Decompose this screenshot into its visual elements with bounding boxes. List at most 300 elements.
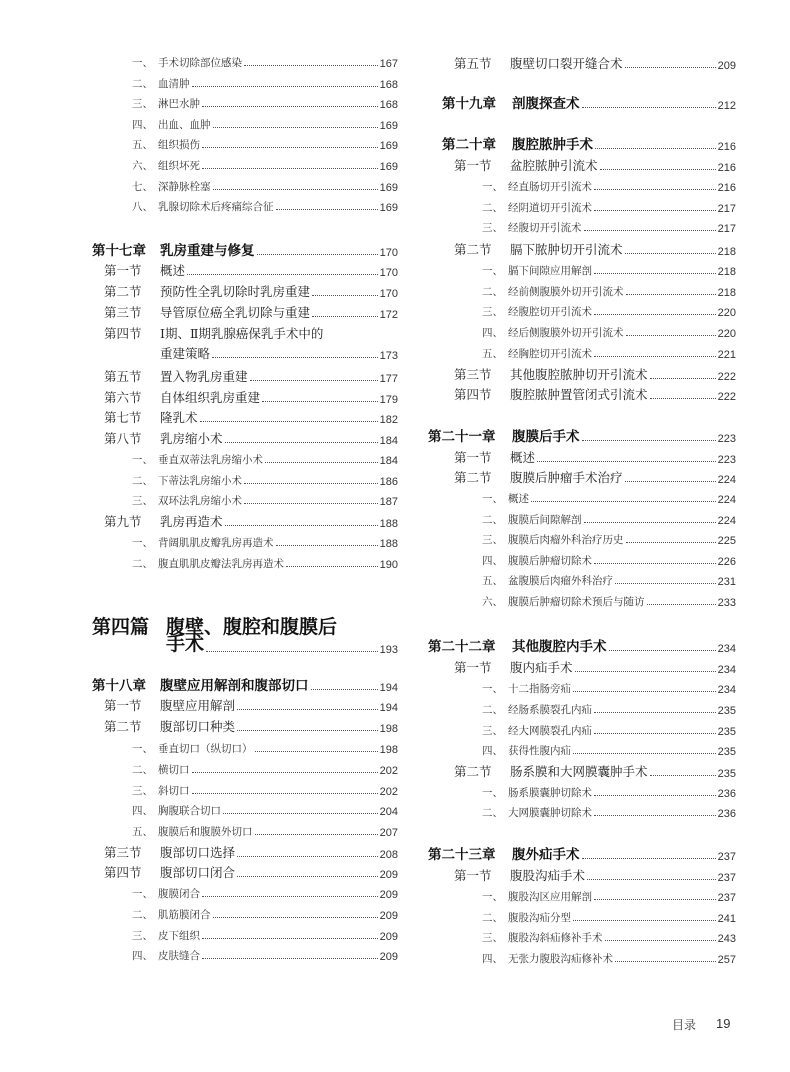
- entry-title: 肠系膜和大网膜囊肿手术: [510, 764, 648, 779]
- section-entry[interactable]: [104, 261, 398, 279]
- entry-title: 腹外疝手术: [512, 847, 580, 863]
- entry-title: 横切口: [158, 763, 190, 776]
- section-entry[interactable]: [454, 448, 736, 466]
- entry-title: 腹壁应用解剖和腹部切口: [160, 678, 309, 694]
- leader-dots: [605, 940, 716, 941]
- page-number: 172: [379, 309, 398, 321]
- entry-label: 第五节: [454, 56, 492, 71]
- entry-title: 无张力腹股沟疝修补术: [508, 953, 613, 966]
- subsection-entry[interactable]: [132, 196, 398, 214]
- leader-dots: [255, 751, 378, 752]
- entry-title: 经腹切开引流术: [508, 222, 582, 234]
- section-entry[interactable]: [104, 388, 398, 406]
- leader-dots: [531, 501, 716, 502]
- leader-dots: [582, 107, 716, 108]
- leader-dots: [650, 378, 716, 379]
- subsection-entry[interactable]: [482, 281, 736, 299]
- leader-dots: [650, 398, 716, 399]
- page-number: 208: [379, 849, 398, 861]
- entry-label: 四、: [482, 745, 503, 758]
- leader-dots: [594, 189, 716, 190]
- page-number: 184: [379, 435, 398, 448]
- entry-title: 隆乳术: [160, 410, 198, 426]
- entry-title: 垂直切口（纵切口）: [158, 743, 253, 755]
- section-entry[interactable]: [104, 408, 398, 426]
- page-number: 218: [717, 266, 736, 278]
- subsection-entry[interactable]: [132, 176, 398, 194]
- subsection-entry[interactable]: [132, 945, 398, 963]
- leader-dots: [202, 147, 378, 148]
- part-label: 第四篇: [92, 616, 150, 638]
- entry-title: 十二指肠旁疝: [508, 683, 571, 695]
- page-number: 188: [379, 538, 398, 550]
- leader-dots: [237, 709, 378, 710]
- entry-title: 腹膜闭合: [158, 888, 200, 900]
- leader-dots: [650, 775, 716, 776]
- entry-title: 腹壁切口裂开缝合术: [510, 56, 623, 71]
- page-number: 225: [717, 535, 736, 548]
- entry-label: 第二节: [104, 284, 142, 299]
- chapter-entry[interactable]: [442, 94, 736, 112]
- page-number: 236: [717, 808, 736, 820]
- subsection-entry[interactable]: [482, 529, 736, 547]
- page-number: 170: [379, 288, 398, 300]
- entry-label: 第三节: [454, 367, 492, 382]
- entry-title: 背阔肌肌皮瓣乳房再造术: [158, 537, 274, 549]
- leader-dots: [312, 295, 378, 296]
- entry-title: Ⅰ期、Ⅱ期乳腺癌保乳手术中的: [160, 326, 324, 341]
- leader-dots: [625, 67, 716, 68]
- subsection-entry[interactable]: [132, 904, 398, 922]
- chapter-entry[interactable]: [92, 676, 398, 694]
- page-number: 168: [379, 78, 398, 91]
- leader-dots: [213, 917, 378, 918]
- section-entry[interactable]: [104, 282, 398, 300]
- entry-title: 腹部切口闭合: [160, 865, 236, 880]
- entry-label: 第三节: [104, 305, 142, 320]
- leader-dots: [257, 254, 378, 255]
- entry-label: 第九节: [104, 514, 142, 529]
- page-number: 198: [379, 723, 398, 735]
- page-number: 235: [717, 704, 736, 717]
- page-number: 233: [717, 597, 736, 609]
- entry-label: 二、: [132, 77, 153, 90]
- leader-dots: [647, 604, 716, 605]
- subsection-entry[interactable]: [132, 52, 398, 70]
- page-number: 237: [717, 872, 736, 884]
- leader-dots: [594, 899, 716, 900]
- entry-label: 第二十章: [442, 137, 496, 153]
- entry-title: 出血、血肿: [158, 118, 211, 131]
- section-entry[interactable]: [104, 717, 398, 735]
- section-entry[interactable]: [104, 863, 398, 881]
- page-number: 177: [379, 373, 398, 385]
- leader-dots: [573, 920, 716, 921]
- subsection-entry[interactable]: [482, 678, 736, 696]
- entry-label: 三、: [482, 534, 503, 547]
- leader-dots: [615, 961, 716, 962]
- page-number: 222: [717, 391, 736, 403]
- footer-section: 目录: [672, 1018, 697, 1032]
- section-entry[interactable]: [454, 156, 736, 174]
- entry-label: 五、: [132, 139, 153, 152]
- entry-title: 组织损伤: [158, 139, 200, 152]
- leader-dots: [255, 834, 378, 835]
- page-number: 224: [717, 474, 736, 486]
- leader-dots: [594, 210, 716, 211]
- leader-dots: [200, 421, 378, 422]
- leader-dots: [600, 169, 716, 170]
- page-number: 257: [717, 954, 736, 967]
- entry-label: 二、: [132, 908, 153, 921]
- page-number: 217: [717, 202, 736, 215]
- entry-label: 一、: [132, 743, 153, 755]
- entry-title: 经胸腔切开引流术: [508, 347, 592, 360]
- entry-label: 二、: [482, 911, 503, 924]
- subsection-entry[interactable]: [482, 197, 736, 215]
- leader-dots: [626, 335, 716, 336]
- entry-title: 乳房重建与修复: [160, 243, 255, 259]
- entry-title: 导管原位癌全乳切除与重建: [160, 305, 311, 320]
- entry-title: 大网膜囊肿切除术: [508, 807, 592, 819]
- entry-label: 六、: [482, 596, 503, 608]
- entry-title: 腹壁应用解剖: [160, 698, 236, 713]
- entry-label: 二、: [482, 285, 503, 298]
- entry-label: 二、: [132, 763, 153, 776]
- entry-title: 经大网膜裂孔内疝: [508, 724, 592, 737]
- page-number: 217: [717, 223, 736, 235]
- subsection-entry[interactable]: [132, 449, 398, 467]
- entry-label: 第二节: [104, 719, 142, 734]
- subsection-entry[interactable]: [482, 591, 736, 609]
- entry-label: 五、: [482, 575, 503, 588]
- section-entry[interactable]: [454, 54, 736, 72]
- entry-label: 三、: [132, 98, 153, 111]
- subsection-entry[interactable]: [482, 322, 736, 340]
- entry-label: 第二十一章: [428, 429, 496, 445]
- subsection-entry[interactable]: [482, 720, 736, 738]
- page-number: 237: [717, 892, 736, 904]
- entry-title: 腹部切口选择: [160, 845, 236, 860]
- page-number: 194: [379, 702, 398, 714]
- leader-dots: [276, 545, 378, 546]
- part-title-row[interactable]: [166, 634, 398, 656]
- page-number: 221: [717, 348, 736, 361]
- entry-title: 乳腺切除术后疼痛综合征: [158, 201, 274, 214]
- entry-title: 腹腔脓肿手术: [512, 137, 593, 153]
- section-entry[interactable]: [454, 385, 736, 403]
- entry-label: 三、: [132, 784, 153, 797]
- page-number: 170: [379, 247, 398, 259]
- entry-label: 第十九章: [442, 96, 496, 112]
- entry-label: 二、: [482, 201, 503, 214]
- page-number: 194: [379, 682, 398, 694]
- entry-title: 自体组织乳房重建: [160, 389, 261, 405]
- entry-title: 概述: [508, 493, 529, 505]
- page-number: 182: [379, 414, 398, 427]
- entry-label: 第七节: [104, 410, 142, 426]
- entry-label: 一、: [132, 57, 153, 69]
- page-number: 223: [717, 454, 736, 466]
- page-number: 235: [717, 746, 736, 759]
- leader-dots: [595, 148, 716, 149]
- subsection-entry[interactable]: [132, 883, 398, 901]
- subsection-entry[interactable]: [482, 948, 736, 966]
- page-number: 235: [717, 768, 736, 780]
- page-number: 224: [717, 494, 736, 506]
- leader-dots: [626, 542, 716, 543]
- page-number: 218: [717, 246, 736, 258]
- page-number: 216: [717, 141, 736, 153]
- subsection-entry[interactable]: [482, 782, 736, 800]
- section-entry[interactable]: [454, 762, 736, 780]
- entry-label: 第二十二章: [428, 639, 496, 655]
- entry-label: 第一节: [454, 660, 492, 675]
- section-entry-line2[interactable]: [160, 344, 398, 362]
- subsection-entry[interactable]: [482, 570, 736, 588]
- entry-title: 概述: [160, 263, 186, 278]
- subsection-entry[interactable]: [132, 821, 398, 839]
- chapter-entry[interactable]: [428, 637, 736, 655]
- leader-dots: [286, 566, 378, 567]
- subsection-entry[interactable]: [482, 176, 736, 194]
- page-number: 202: [379, 785, 398, 798]
- entry-label: 第五节: [104, 369, 142, 384]
- leader-dots: [573, 691, 716, 692]
- page-number: 179: [379, 393, 398, 406]
- part-title-line1: 腹壁、腹腔和腹膜后: [166, 616, 338, 638]
- leader-dots: [312, 316, 378, 317]
- subsection-entry[interactable]: [482, 699, 736, 717]
- entry-label: 第八节: [104, 431, 142, 447]
- leader-dots: [262, 401, 378, 402]
- page-number: 216: [717, 162, 736, 174]
- page-number: 198: [379, 744, 398, 756]
- entry-label: 三、: [482, 222, 503, 234]
- section-entry[interactable]: [104, 367, 398, 385]
- subsection-entry[interactable]: [132, 553, 398, 571]
- chapter-entry[interactable]: [92, 241, 398, 259]
- leader-dots: [626, 294, 716, 295]
- leader-dots: [202, 938, 378, 939]
- entry-label: 四、: [132, 118, 153, 131]
- section-entry-line1[interactable]: [104, 324, 398, 342]
- chapter-entry[interactable]: [428, 427, 736, 445]
- leader-dots: [187, 274, 378, 275]
- entry-label: 一、: [482, 493, 503, 505]
- entry-title: 经直肠切开引流术: [508, 181, 592, 193]
- leader-dots: [244, 503, 378, 504]
- subsection-entry[interactable]: [482, 301, 736, 319]
- leader-dots: [594, 815, 716, 816]
- page-number: 218: [717, 286, 736, 299]
- entry-title: 下蒂法乳房缩小术: [158, 474, 242, 487]
- entry-title: 剖腹探查术: [512, 96, 580, 112]
- subsection-entry[interactable]: [482, 343, 736, 361]
- leader-dots: [244, 483, 378, 484]
- subsection-entry[interactable]: [132, 759, 398, 777]
- entry-title: 经阴道切开引流术: [508, 201, 592, 214]
- entry-label: 四、: [482, 953, 503, 966]
- subsection-entry[interactable]: [482, 740, 736, 758]
- leader-dots: [202, 168, 378, 169]
- section-entry[interactable]: [104, 696, 398, 714]
- page-number: 209: [717, 60, 736, 72]
- entry-title: 膈下间隙应用解剖: [508, 265, 592, 277]
- entry-label: 第一节: [454, 158, 492, 173]
- subsection-entry[interactable]: [132, 780, 398, 798]
- leader-dots: [192, 793, 378, 794]
- entry-title: 腹膜后间隙解剖: [508, 513, 582, 526]
- entry-label: 第六节: [104, 389, 142, 405]
- leader-dots: [537, 461, 716, 462]
- leader-dots: [223, 813, 378, 814]
- section-entry[interactable]: [454, 658, 736, 676]
- entry-label: 第二节: [454, 470, 492, 485]
- page-number: 209: [379, 909, 398, 922]
- subsection-entry[interactable]: [482, 260, 736, 278]
- page-number: 169: [379, 202, 398, 215]
- chapter-entry[interactable]: [428, 845, 736, 863]
- page-number: 234: [717, 664, 736, 676]
- page-number: 186: [379, 475, 398, 488]
- subsection-entry[interactable]: [132, 532, 398, 550]
- leader-dots: [594, 563, 716, 564]
- entry-label: 七、: [132, 180, 153, 193]
- entry-title: 深静脉栓塞: [158, 180, 211, 193]
- entry-label: 三、: [132, 495, 153, 508]
- leader-dots: [265, 462, 378, 463]
- page-number: 241: [717, 912, 736, 925]
- entry-title: 概述: [510, 450, 536, 465]
- leader-dots: [594, 733, 716, 734]
- entry-title: 腹内疝手术: [510, 660, 573, 675]
- leader-dots: [625, 253, 716, 254]
- entry-label: 三、: [482, 932, 503, 945]
- entry-label: 二、: [482, 703, 503, 716]
- subsection-entry[interactable]: [482, 488, 736, 506]
- entry-label: 三、: [482, 724, 503, 737]
- subsection-entry[interactable]: [482, 550, 736, 568]
- subsection-entry[interactable]: [482, 509, 736, 527]
- leader-dots: [311, 689, 378, 690]
- page-number: 207: [379, 827, 398, 840]
- section-entry[interactable]: [454, 468, 736, 486]
- subsection-entry[interactable]: [132, 800, 398, 818]
- entry-label: 二、: [132, 474, 153, 487]
- page-number: 167: [379, 58, 398, 70]
- entry-label: 第一节: [104, 698, 142, 713]
- page-number: 209: [379, 951, 398, 964]
- leader-dots: [276, 209, 378, 210]
- section-entry[interactable]: [454, 365, 736, 383]
- leader-dots: [212, 357, 378, 358]
- entry-title: 腹腔脓肿置管闭式引流术: [510, 387, 648, 402]
- section-entry[interactable]: [104, 429, 398, 447]
- page-number: 235: [717, 725, 736, 738]
- subsection-entry[interactable]: [132, 93, 398, 111]
- entry-title: 其他腹腔内手术: [512, 639, 607, 655]
- entry-label: 二、: [132, 558, 153, 570]
- subsection-entry[interactable]: [132, 470, 398, 488]
- leader-dots: [213, 127, 378, 128]
- page-number: 209: [379, 869, 398, 881]
- page-number: 234: [717, 643, 736, 655]
- page-number: 193: [379, 644, 398, 656]
- subsection-entry[interactable]: [132, 490, 398, 508]
- entry-title: 皮肤缝合: [158, 950, 200, 963]
- subsection-entry[interactable]: [132, 114, 398, 132]
- leader-dots: [225, 525, 378, 526]
- subsection-entry[interactable]: [482, 217, 736, 235]
- page-number: 216: [717, 182, 736, 194]
- footer-page-number: 19: [716, 1016, 731, 1031]
- page-number: 234: [717, 684, 736, 696]
- leader-dots: [587, 879, 716, 880]
- entry-label: 四、: [482, 554, 503, 567]
- leader-dots: [192, 86, 378, 87]
- chapter-entry[interactable]: [442, 135, 736, 153]
- subsection-entry[interactable]: [482, 907, 736, 925]
- subsection-entry[interactable]: [132, 155, 398, 173]
- section-entry[interactable]: [454, 866, 736, 884]
- page-number: 236: [717, 788, 736, 800]
- entry-title: 腹膜后和腹膜外切口: [158, 826, 253, 839]
- entry-title: 腹膜后肿瘤手术治疗: [510, 470, 623, 485]
- entry-label: 一、: [132, 888, 153, 900]
- section-entry[interactable]: [454, 240, 736, 258]
- entry-title: 预防性全乳切除时乳房重建: [160, 284, 311, 299]
- entry-title: 腹部切口种类: [160, 719, 236, 734]
- entry-label: 四、: [132, 950, 153, 963]
- entry-title: 腹膜后肉瘤外科治疗历史: [508, 534, 624, 547]
- subsection-entry[interactable]: [132, 925, 398, 943]
- subsection-entry[interactable]: [132, 738, 398, 756]
- entry-title: 乳房再造术: [160, 514, 223, 529]
- leader-dots: [213, 189, 378, 190]
- entry-label: 三、: [132, 929, 153, 942]
- entry-title: 胸腹联合切口: [158, 805, 221, 818]
- leader-dots: [594, 795, 716, 796]
- entry-title: 乳房缩小术: [160, 431, 223, 447]
- entry-label: 第一节: [104, 263, 142, 278]
- section-entry[interactable]: [104, 303, 398, 321]
- entry-label: 四、: [132, 805, 153, 818]
- subsection-entry[interactable]: [482, 802, 736, 820]
- entry-title: 血清肿: [158, 77, 190, 90]
- section-entry[interactable]: [104, 512, 398, 530]
- entry-label: 四、: [482, 327, 503, 340]
- entry-title: 膈下脓肿切开引流术: [510, 242, 623, 257]
- leader-dots: [573, 753, 716, 754]
- entry-title: 腹膜后手术: [512, 429, 580, 445]
- entry-label: 五、: [132, 826, 153, 839]
- subsection-entry[interactable]: [482, 927, 736, 945]
- leader-dots: [594, 314, 716, 315]
- leader-dots: [584, 522, 716, 523]
- entry-title: 盆腹膜后肉瘤外科治疗: [508, 575, 613, 588]
- subsection-entry[interactable]: [132, 73, 398, 91]
- entry-label: 第三节: [104, 845, 142, 860]
- entry-label: 一、: [132, 537, 153, 549]
- section-entry[interactable]: [104, 843, 398, 861]
- leader-dots: [609, 650, 716, 651]
- subsection-entry[interactable]: [132, 134, 398, 152]
- subsection-entry[interactable]: [482, 886, 736, 904]
- page-number: 168: [379, 99, 398, 112]
- leader-dots: [244, 65, 378, 66]
- entry-title: 盆腔脓肿引流术: [510, 158, 598, 173]
